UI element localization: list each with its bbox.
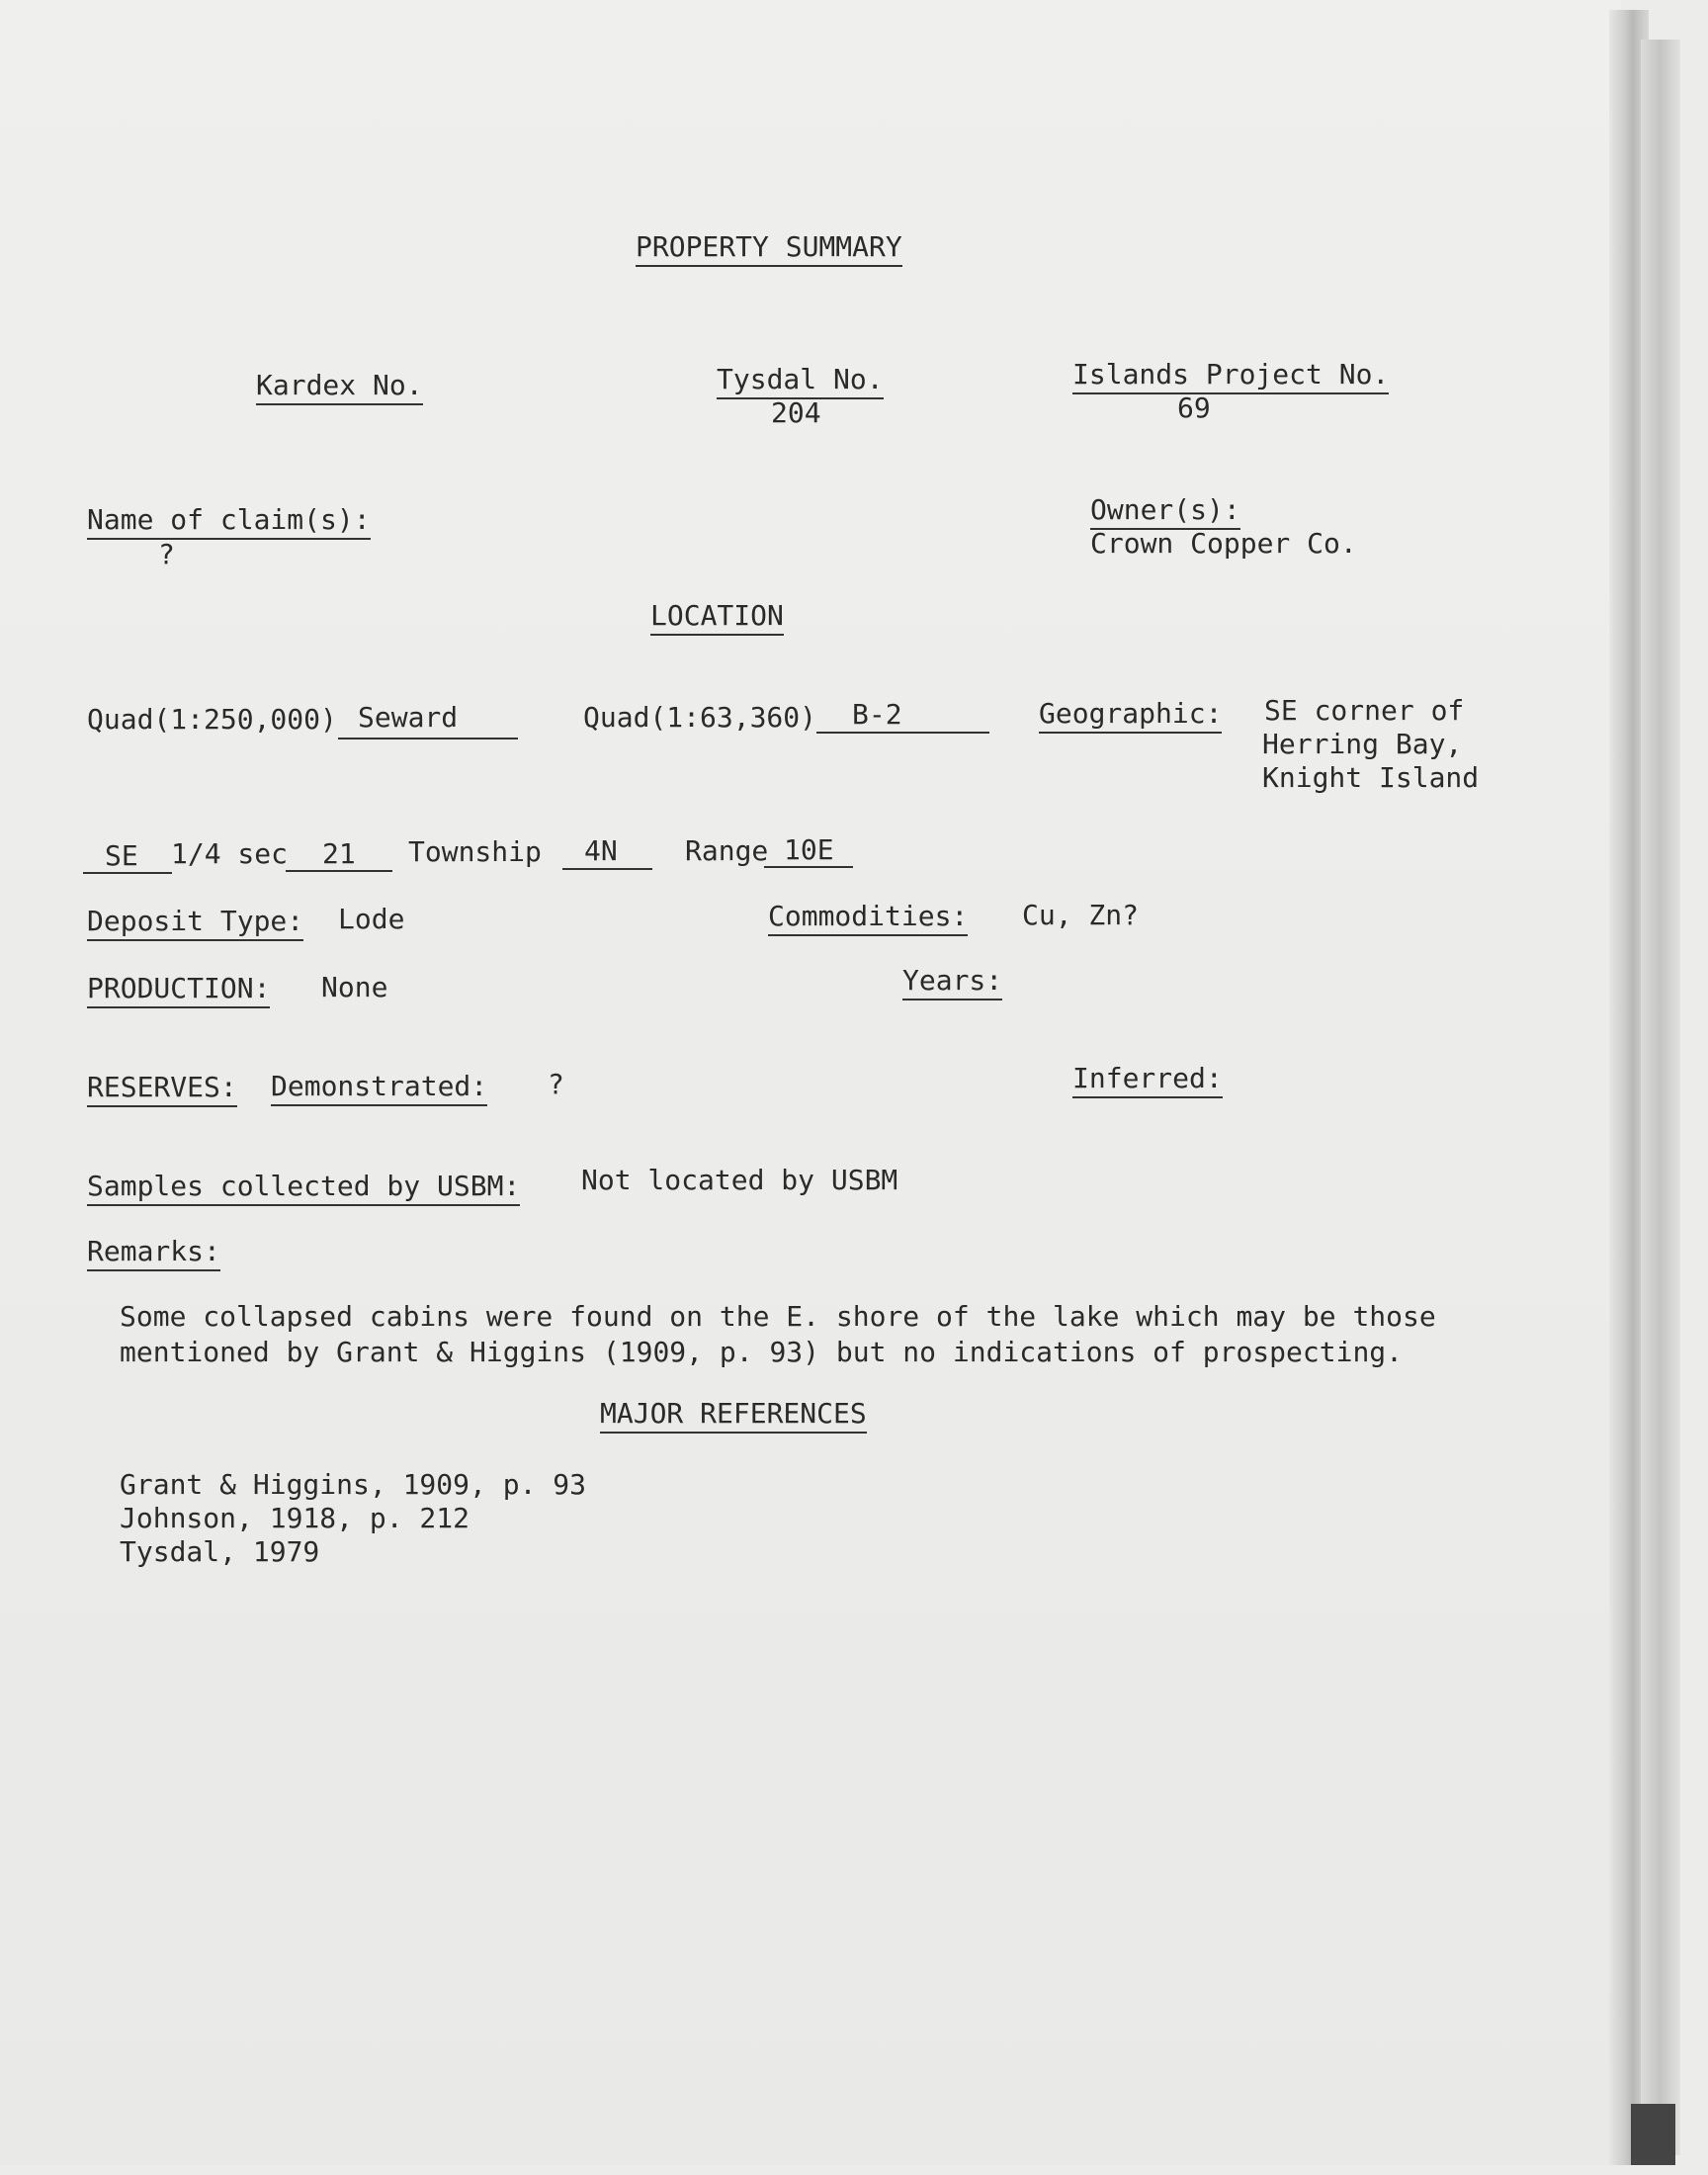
page-edge-stack xyxy=(1641,40,1680,2155)
geographic-label: Geographic: xyxy=(1039,698,1222,734)
quad250-value: Seward xyxy=(358,701,459,734)
inferred-label: Inferred: xyxy=(1072,1063,1223,1098)
geographic-line-2: Herring Bay, xyxy=(1262,728,1463,760)
owner-label: Owner(s): xyxy=(1090,494,1240,530)
section-value: 21 xyxy=(322,837,356,870)
quarter-sec-label: 1/4 sec xyxy=(171,837,289,870)
reserves-label: RESERVES: xyxy=(87,1072,237,1107)
tysdal-label: Tysdal No. xyxy=(717,364,884,399)
reference-item: Johnson, 1918, p. 212 xyxy=(120,1502,470,1534)
township-value: 4N xyxy=(584,834,618,867)
range-label: Range xyxy=(685,834,769,867)
production-label: PRODUCTION: xyxy=(87,973,270,1008)
commodities-value: Cu, Zn? xyxy=(1022,899,1140,931)
quad63-blank xyxy=(816,732,989,734)
reference-item: Grant & Higgins, 1909, p. 93 xyxy=(120,1468,587,1501)
samples-value: Not located by USBM xyxy=(581,1164,898,1196)
demonstrated-label: Demonstrated: xyxy=(271,1071,487,1106)
deposit-type-value: Lode xyxy=(338,903,405,935)
claim-label: Name of claim(s): xyxy=(87,504,371,540)
section-blank xyxy=(286,870,392,872)
quad250-label: Quad(1:250,000) xyxy=(87,703,337,736)
quad250-blank xyxy=(338,738,518,740)
geographic-line-1: SE corner of xyxy=(1264,694,1465,727)
township-blank xyxy=(562,868,652,870)
scan-corner-shadow xyxy=(1631,2104,1675,2165)
samples-label: Samples collected by USBM: xyxy=(87,1171,520,1206)
claim-value: ? xyxy=(158,538,175,570)
kardex-label: Kardex No. xyxy=(256,370,423,405)
geographic-line-3: Knight Island xyxy=(1262,761,1480,794)
owner-value: Crown Copper Co. xyxy=(1090,527,1357,560)
quad63-value: B-2 xyxy=(852,698,902,731)
references-heading: MAJOR REFERENCES xyxy=(600,1398,867,1434)
tysdal-value: 204 xyxy=(771,396,821,429)
page-title: PROPERTY SUMMARY xyxy=(636,231,902,267)
reference-item: Tysdal, 1979 xyxy=(120,1535,320,1568)
remarks-line-1: Some collapsed cabins were found on the E. shore of the lake which may be those xyxy=(120,1300,1436,1333)
deposit-type-label: Deposit Type: xyxy=(87,906,303,941)
demonstrated-value: ? xyxy=(548,1068,564,1100)
range-value: 10E xyxy=(784,833,834,866)
quarter-blank xyxy=(83,872,172,874)
production-value: None xyxy=(321,971,388,1003)
range-blank xyxy=(764,866,853,868)
quarter-value: SE xyxy=(105,839,138,872)
islands-project-label: Islands Project No. xyxy=(1072,359,1389,394)
location-heading: LOCATION xyxy=(650,600,784,636)
quad63-label: Quad(1:63,360) xyxy=(583,701,817,734)
commodities-label: Commodities: xyxy=(768,901,968,936)
remarks-label: Remarks: xyxy=(87,1236,220,1271)
islands-project-value: 69 xyxy=(1177,392,1211,424)
years-label: Years: xyxy=(902,965,1002,1000)
township-label: Township xyxy=(408,835,542,868)
remarks-line-2: mentioned by Grant & Higgins (1909, p. 93) but no indications of prospecting. xyxy=(120,1336,1404,1368)
